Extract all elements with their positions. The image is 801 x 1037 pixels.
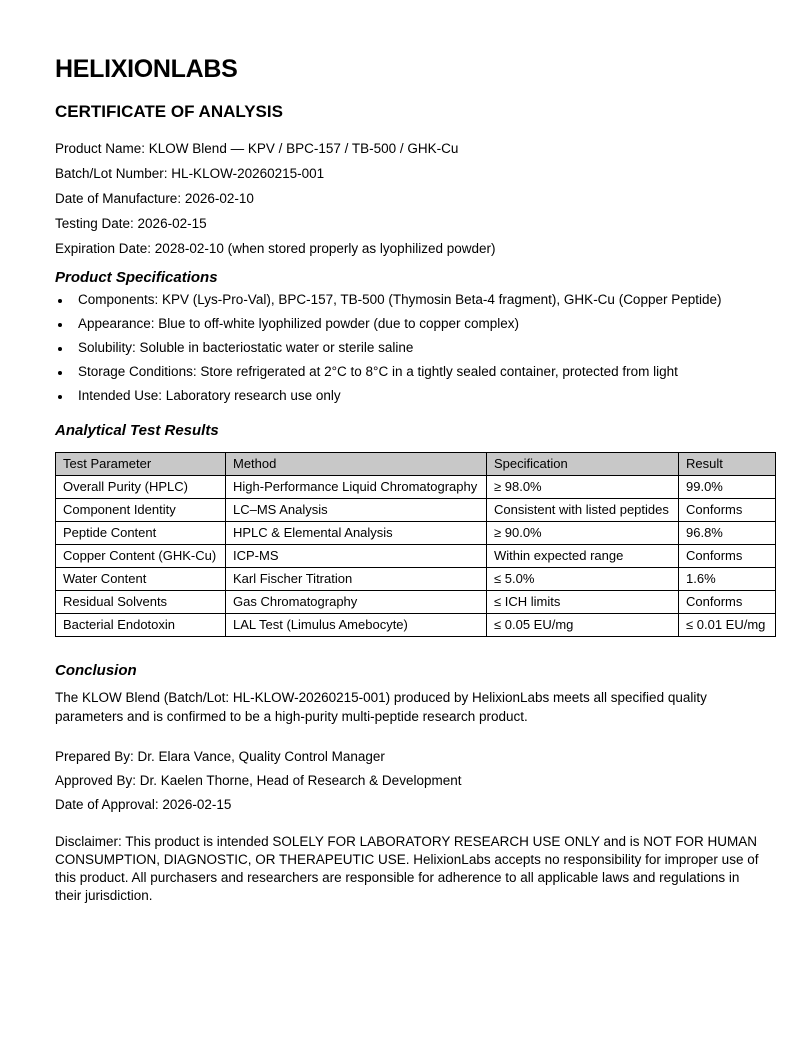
cell-specification: ≤ ICH limits [487, 591, 679, 614]
analytical-results-table [55, 452, 776, 637]
product-info-block [55, 142, 775, 256]
cell-specification: ≤ 5.0% [487, 568, 679, 591]
cell-method: High-Performance Liquid Chromatography [226, 476, 487, 499]
cell-method: LC–MS Analysis [226, 499, 487, 522]
cell-test-parameter: Peptide Content [56, 522, 226, 545]
cell-specification: Within expected range [487, 545, 679, 568]
cell-test-parameter: Component Identity [56, 499, 226, 522]
analytical-test-results-heading: Analytical Test Results [55, 422, 219, 439]
table-row [56, 522, 776, 545]
table-header-row [56, 453, 776, 476]
spec-components-item: Components: KPV (Lys-Pro-Val), BPC-157, TB-500 (Thymosin Beta-4 fragment), GHK-Cu (Copper Peptide) [55, 293, 775, 307]
conclusion-heading: Conclusion [55, 662, 137, 679]
cell-result: Conforms [679, 499, 776, 522]
spec-storage-conditions-item: Storage Conditions: Store refrigerated at 2°C to 8°C in a tightly sealed container, protected from light [55, 365, 775, 379]
cell-result: ≤ 0.01 EU/mg [679, 614, 776, 637]
cell-method: ICP-MS [226, 545, 487, 568]
testing-date-line: Testing Date: 2026-02-15 [55, 216, 207, 231]
product-specifications-heading: Product Specifications [55, 269, 218, 286]
table-row [56, 499, 776, 522]
cell-method: Gas Chromatography [226, 591, 487, 614]
cell-result: 96.8% [679, 522, 776, 545]
cell-test-parameter: Copper Content (GHK-Cu) [56, 545, 226, 568]
cell-test-parameter: Overall Purity (HPLC) [56, 476, 226, 499]
table-row [56, 568, 776, 591]
cell-result: Conforms [679, 545, 776, 568]
column-header-specification: Specification [487, 453, 679, 476]
document-title: CERTIFICATE OF ANALYSIS [55, 102, 283, 121]
date-of-approval-line: Date of Approval: 2026-02-15 [55, 797, 232, 812]
spec-intended-use-item: Intended Use: Laboratory research use only [55, 389, 775, 403]
cell-specification: ≥ 98.0% [487, 476, 679, 499]
cell-method: LAL Test (Limulus Amebocyte) [226, 614, 487, 637]
column-header-test-parameter: Test Parameter [56, 453, 226, 476]
approved-by-line: Approved By: Dr. Kaelen Thorne, Head of Research & Development [55, 773, 462, 788]
cell-specification: ≥ 90.0% [487, 522, 679, 545]
cell-result: 1.6% [679, 568, 776, 591]
table-row [56, 545, 776, 568]
prepared-by-line: Prepared By: Dr. Elara Vance, Quality Control Manager [55, 749, 385, 764]
table-row [56, 591, 776, 614]
conclusion-paragraph: The KLOW Blend (Batch/Lot: HL-KLOW-20260215-001) produced by HelixionLabs meets all specified quality parameters and is confirmed to be a high-purity multi-peptide research product. [55, 690, 707, 724]
table-row [56, 614, 776, 637]
date-of-manufacture-line: Date of Manufacture: 2026-02-10 [55, 191, 254, 206]
cell-test-parameter: Bacterial Endotoxin [56, 614, 226, 637]
signature-block [55, 750, 775, 812]
column-header-method: Method [226, 453, 487, 476]
cell-method: Karl Fischer Titration [226, 568, 487, 591]
cell-specification: Consistent with listed peptides [487, 499, 679, 522]
cell-result: 99.0% [679, 476, 776, 499]
cell-specification: ≤ 0.05 EU/mg [487, 614, 679, 637]
table-row [56, 476, 776, 499]
batch-lot-number-line: Batch/Lot Number: HL-KLOW-20260215-001 [55, 166, 325, 181]
cell-test-parameter: Residual Solvents [56, 591, 226, 614]
company-name: HELIXIONLABS [55, 55, 238, 83]
column-header-result: Result [679, 453, 776, 476]
cell-method: HPLC & Elemental Analysis [226, 522, 487, 545]
disclaimer-paragraph: Disclaimer: This product is intended SOLELY FOR LABORATORY RESEARCH USE ONLY and is NOT FOR HUMAN CONSUMPTION, DIAGNOSTIC, OR THERAPEUTIC USE. HelixionLabs accepts no responsibility for improper use of this product. All purchasers and researchers are responsible for adherence to all applicable laws and regulations in their jurisdiction. [55, 834, 759, 903]
cell-test-parameter: Water Content [56, 568, 226, 591]
spec-appearance-item: Appearance: Blue to off-white lyophilized powder (due to copper complex) [55, 317, 775, 331]
product-name-line: Product Name: KLOW Blend — KPV / BPC-157 / TB-500 / GHK-Cu [55, 141, 459, 156]
product-specifications-list [55, 293, 775, 403]
cell-result: Conforms [679, 591, 776, 614]
expiration-date-line: Expiration Date: 2028-02-10 (when stored properly as lyophilized powder) [55, 241, 496, 256]
spec-solubility-item: Solubility: Soluble in bacteriostatic water or sterile saline [55, 341, 775, 355]
